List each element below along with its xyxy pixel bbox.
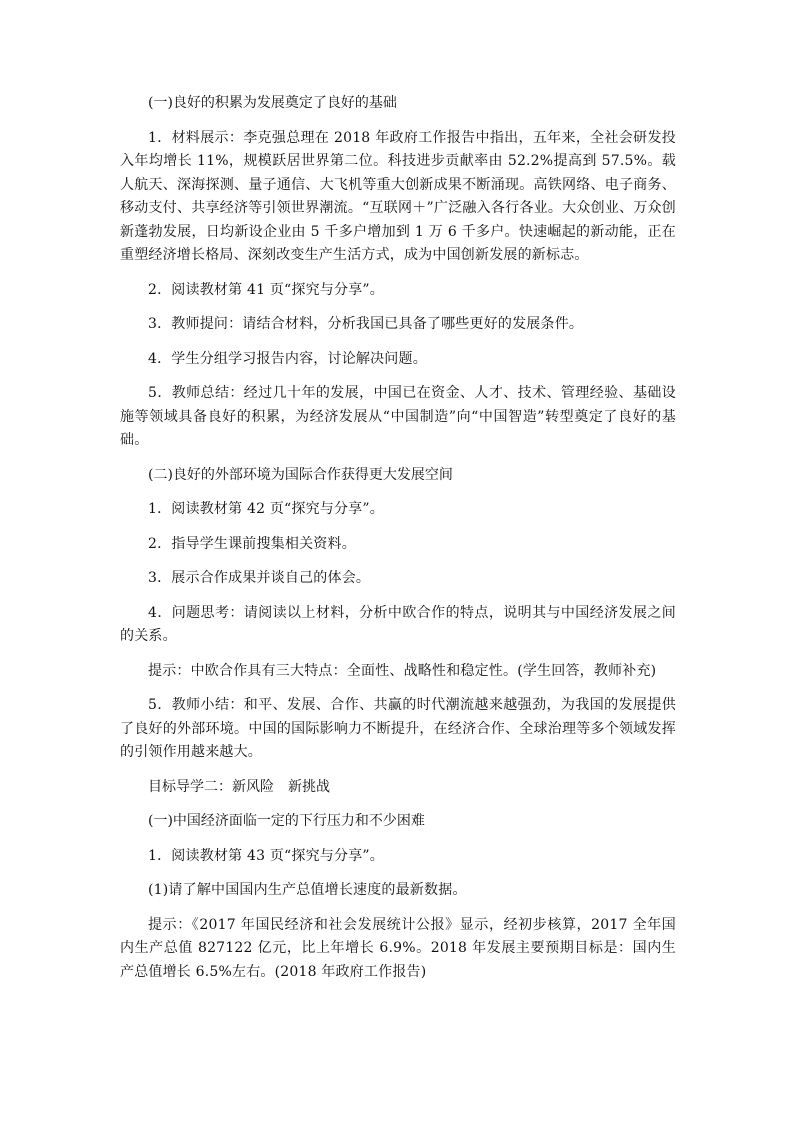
section-heading-goal-two: 目标导学二：新风险 新挑战 (148, 778, 330, 795)
paragraph-teacher-conclusion: 5．教师小结：和平、发展、合作、共赢的时代潮流越来越强劲，为我国的发展提供了良好的外部环境。中国的国际影响力不断提升，在经济合作、全球治理等多个领域发挥的引领作用越来越大。 (120, 697, 676, 760)
paragraph-read-textbook-42: 1．阅读教材第 42 页“探究与分享”。 (148, 501, 384, 517)
paragraph-read-textbook-43: 1．阅读教材第 43 页“探究与分享”。 (148, 847, 384, 864)
paragraph-group-study: 4．学生分组学习报告内容，讨论解决问题。 (148, 350, 427, 367)
paragraph-hint-gdp-data: 提示：《2017 年国民经济和社会发展统计公报》显示，经初步核算，2017 全年国内生产总值 827122 亿元，比上年增长 6.9%。2018 年发展主要预期目标是：国内生产总值增长 6.5%左右。(2018 年政府工作报告) (120, 916, 676, 980)
paragraph-show-results: 3．展示合作成果并谈自己的体会。 (148, 570, 371, 586)
section-heading-downward-pressure: (一)中国经济面临一定的下行压力和不少困难 (148, 813, 425, 829)
paragraph-collect-materials: 2．指导学生课前搜集相关资料。 (148, 535, 356, 552)
paragraph-teacher-summary: 5．教师总结：经过几十年的发展，中国已在资金、人才、技术、管理经验、基础设施等领域具备良好的积累，为经济发展从“中国制造”向“中国智造”转型奠定了良好的基础。 (120, 385, 676, 448)
paragraph-hint-china-eu: 提示：中欧合作具有三大特点：全面性、战略性和稳定性。(学生回答，教师补充) (148, 662, 657, 679)
document-page (120, 92, 676, 995)
section-heading-external-environment: (二)良好的外部环境为国际合作获得更大发展空间 (148, 466, 453, 483)
paragraph-material-display: 1．材料展示：李克强总理在 2018 年政府工作报告中指出，五年来，全社会研发投入年均增长 11%，规模跃居世界第二位。科技进步贡献率由 52.2%提高到 57.5%。载人航天、深海探测、量子通信、大飞机等重大创新成果不断涌现。高铁网络、电子商务、移动支付、共享经济等引领世界潮流。“互联网＋”广泛融入各行各业。大众创业、万众创新蓬勃发展，日均新设企业由 5 千多户增加到 1 万 6 千多户。快速崛起的新动能，正在重塑经济增长格局、深刻改变生产生活方式，成为中国创新发展的新标志。 (120, 129, 676, 263)
paragraph-question-thinking: 4．问题思考：请阅读以上材料，分析中欧合作的特点，说明其与中国经济发展之间的关系。 (120, 604, 676, 644)
paragraph-teacher-question: 3．教师提问：请结合材料，分析我国已具备了哪些更好的发展条件。 (148, 316, 584, 332)
paragraph-read-textbook-41: 2．阅读教材第 41 页“探究与分享”。 (148, 281, 384, 298)
section-heading-good-accumulation: (一)良好的积累为发展奠定了良好的基础 (148, 95, 397, 111)
paragraph-gdp-question: (1)请了解中国国内生产总值增长速度的最新数据。 (148, 882, 467, 898)
